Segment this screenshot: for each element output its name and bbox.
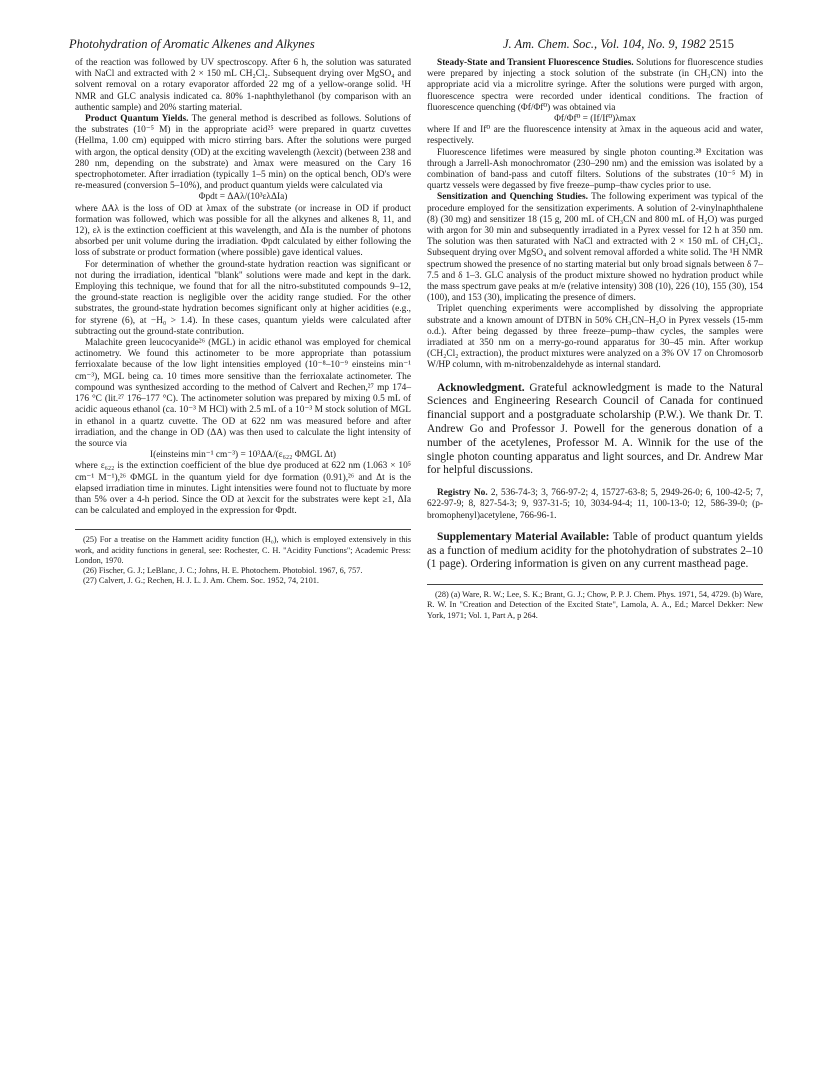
paragraph-text: 2, 536-74-3; 3, 766-97-2; 4, 15727-63-8; 5, 2949-26-0; 6, 100-42-5; 7, 622-97-9; 8, 827-54-3; 9, 937-31-5; 10, 3034-94-4; 11, 100-13-0; 12, 586-39-0; (p-bromophenyl)acetylene, 766-96-1. [427, 488, 763, 521]
paragraph-text: Grateful acknowledgment is made to the Natural Sciences and Engineering Research Council of Canada for continued financial support and a postgraduate scholarship (P.W.). We thank Dr. T. Andrew Go and Professor J. Powell for the generous donation of a number of the acetylenes, Professor M. A. Winnik for the use of the single photon counting apparatus and light sources, and Dr. Andrew Mar for helpful discussions. [427, 381, 763, 477]
section-heading: Supplementary Material Available: [437, 530, 610, 543]
paragraph-text: Table of product quantum yields as a function of medium acidity for the photohydration of substrates 2–10 (1 page). Ordering information is given on any current masthead page. [427, 530, 763, 571]
footnote: (27) Calvert, J. G.; Rechen, H. J. L. J. Am. Chem. Soc. 1952, 74, 2101. [83, 576, 319, 586]
journal-volume: Vol. 104, No. 9, 1982 [600, 37, 706, 51]
paragraph-text: Solutions for fluorescence studies were prepared by injecting a stock solution of the substrate (in CH₃CN) into the appropriate acid via a microlitre syringe. After the solutions were purged with argon, fluorescence spectra were recorded under identical conditions. The fraction of fluorescence quenching (Φf/Φf⁰) was obtained via [427, 58, 763, 113]
section-heading: Registry No. [437, 488, 488, 499]
paragraph: of the reaction was followed by UV spectroscopy. After 6 h, the solution was saturated with NaCl and extracted with 2 × 150 mL CH₂Cl₂. Subsequent drying over MgSO₄ and solvent removal on a rotary evaporator afforded 22 mg of a yellow-orange solid. ¹H NMR and GLC analysis indicated ca. 80% 1-naphthylethanol (by comparison with an authentic sample) and 20% starting material. [75, 58, 411, 113]
journal-citation [503, 37, 734, 52]
paragraph-text: The following experiment was typical of the procedure employed for the sensitization experiments. A solution of 2-vinylnaphthalene (8) (30 mg) and sensitizer 18 (15 g, 200 mL of CH₃CN and 800 mL of H₂O) was purged with argon for 30 min and subsequently irradiated in a Pyrex vessel for 12 h at 350 nm. The solution was then saturated with NaCl and extracted with 2 × 150 mL of CH₂Cl₂. Subsequent drying over MgSO₄ and solvent removal afforded a white solid. The ¹H NMR spectrum showed the presence of no starting material but only broad signals between δ 7–7.5 and δ 1–3. GLC analysis of the product mixture showed no hydration product while the mass spectrum gave peaks at m/e (relative intensity) 308 (10), 226 (10), 155 (30), 154 (100), and 153 (30), implicating the presence of dimers. [427, 192, 764, 304]
paragraph: Triplet quenching experiments were accomplished by dissolving the appropriate substrate and a known amount of DTBN in 50% CH₃CN–H₂O in Pyrex vessels (15-mm o.d.). After being degassed by three freeze–pump–thaw cycles, the samples were irradiated at 350 nm on a merry-go-round apparatus for 30–45 min. After workup (CH₂Cl₂ extraction), the product mixtures were analyzed on a 3% OV 17 on Chromosorb W/HP column, with m-nitrobenzaldehyde as internal standard. [427, 304, 763, 371]
section-heading: Acknowledgment. [437, 381, 525, 394]
paragraph: where If and If⁰ are the fluorescence intensity at λmax in the aqueous acid and water, respectively. [427, 125, 763, 147]
running-title: Photohydration of Aromatic Alkenes and Alkynes [69, 37, 315, 51]
section-heading: Product Quantum Yields. [85, 114, 189, 125]
section-heading: Steady-State and Transient Fluorescence Studies. [437, 58, 634, 68]
footnote-divider [75, 529, 411, 530]
equation-quantum-yield: Φpdt = ΔAλ/(10³ελΔIa) [198, 192, 288, 203]
paragraph [427, 192, 763, 304]
footnote: (28) (a) Ware, R. W.; Lee, S. K.; Brant, G. J.; Chow, P. P. J. Chem. Phys. 1971, 54, 4729. (b) Ware, R. W. In "Creation and Detection of the Excited State", Lamola, A. A., Ed.; Marcel Dekker: New York, 1971; Vol. 1, Part A, p 264. [427, 590, 763, 620]
acknowledgment [427, 382, 763, 479]
registry-numbers [427, 488, 763, 522]
footnote: (26) Fischer, G. J.; LeBlanc, J. C.; Johns, H. E. Photochem. Photobiol. 1967, 6, 757. [83, 565, 363, 575]
page-number: 2515 [709, 37, 734, 51]
left-column [75, 58, 411, 586]
footnote: (25) For a treatise on the Hammett acidity function (H₀), which is employed extensively in this work, and acidity functions in general, see: Rochester, C. H. "Acidity Functions"; Academic Press: London, 1970. [75, 535, 411, 565]
paragraph: Fluorescence lifetimes were measured by single photon counting.²⁸ Excitation was through a Jarrell-Ash monochromator (230–290 nm) and the emission was isolated by a combination of band-pass and cutoff filters. Solutions of the substrates (10⁻⁵ M) in quartz vessels were degassed by five freeze–pump–thaw cycles prior to use. [427, 147, 763, 192]
footnote-divider [427, 584, 763, 585]
journal-name: J. Am. Chem. Soc., [502, 37, 598, 51]
paragraph [427, 58, 763, 114]
paragraph: where ΔAλ is the loss of OD at λmax of the substrate (or increase in OD if product formation was followed, which was possible for all the alkynes and alkenes 8, 11, and 12), ελ is the extinction coefficient at this wavelength, and ΔIa is the number of photons absorbed per unit volume during the irradiation. Φpdt calculated by either following the loss of substrate or product formation (where possible) gave identical values. [75, 203, 411, 259]
paragraph: where ε₆₂₂ is the extinction coefficient of the blue dye produced at 622 nm (1.063 × 10⁵ cm⁻¹ M⁻¹),²⁶ ΦMGL in the quantum yield for dye formation (0.91),²⁶ and Δt is the elapsed irradiation time in minutes. Light intensities were found not to fluctuate by more than 5% over a 4-h period. Since the OD at λexcit for the substrates were kept ≥1, ΔIa can be calculated and employed in the expression for Φpdt. [75, 461, 411, 517]
section-heading: Sensitization and Quenching Studies. [437, 192, 588, 203]
paragraph-text: The general method is described as follows. Solutions of the substrates (10⁻⁵ M) in the appropriate acid²⁵ were prepared in quartz cuvettes (Hellma, 1.00 cm) equipped with micro stirring bars. After the solutions were purged with argon, the optical density (OD) at the exciting wavelength (λexcit) (between 238 and 280 nm, depending on the substrate) and λmax were measured on the Cary 16 spectrophotometer. After irradiation (typically 1–5 min) on the optical bench, OD's were re-measured (conversion 5–10%), and product quantum yields were calculated via [75, 114, 411, 192]
equation-light-intensity: I(einsteins min⁻¹ cm⁻³) = 10³ΔA/(ε₆₂₂ ΦMGL Δt) [149, 450, 336, 461]
supplementary-material [427, 531, 763, 572]
equation-fluorescence: Φf/Φf⁰ = (If/If⁰)λmax [554, 114, 636, 125]
paragraph [75, 114, 411, 192]
paragraph: Malachite green leucocyanide²⁶ (MGL) in acidic ethanol was employed for chemical actinometry. We found this actinometer to be more appropriate than potassium ferrioxalate because of the low light intensities employed (10⁻⁸–10⁻⁹ einsteins min⁻¹ cm⁻³), MGL being ca. 10 times more sensitive than the ferrioxalate actinometer. The compound was synthesized according to the method of Calvert and Rechen,²⁷ mp 174–176 °C (lit.²⁷ 176–177 °C). The actinometer solution was prepared by mixing 0.5 mL of acidic aqueous ethanol (ca. 10⁻³ M HCl) with 2.5 mL of a 10⁻³ M stock solution of MGL in ethanol in a quartz cuvette. The OD at 622 nm was measured before and after irradiation, and the change in OD (ΔA) was then used to calculate the light intensity of the source via [75, 338, 411, 449]
right-column [427, 58, 763, 621]
paragraph: For determination of whether the ground-state hydration reaction was significant or not during the irradiation, identical "blank" solutions were made and kept in the dark. Employing this technique, we found that for all the nitro-substituted compounds 9–12, the ground-state reaction is negligible over the acidity range studied. For the other substrates, the ground-state hydration becomes significant only at higher acidities (e.g., for styrene (6), at −H₀ > 1.4). In these cases, quantum yields were calculated after subtracting out the ground-state contribution. [75, 259, 411, 337]
